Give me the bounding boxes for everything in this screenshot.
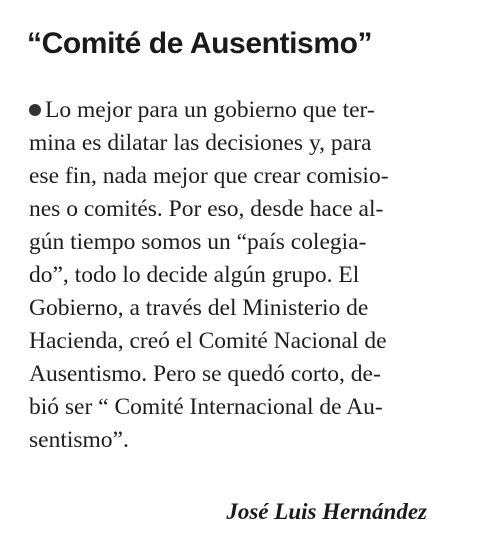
article-headline: “Comité de Ausentismo” [27, 27, 373, 60]
body-line-3: ese fin, nada mejor que crear comisio- [29, 163, 389, 189]
body-line-1 [29, 94, 449, 127]
body-line-4: nes o comités. Por eso, desde hace al- [29, 196, 384, 222]
body-line-6: do”, todo lo decide algún grupo. El [29, 262, 360, 288]
body-line-8: Hacienda, creó el Comité Nacional de [29, 328, 387, 354]
body-line-1-text: Lo mejor para un gobierno que ter- [45, 97, 375, 123]
body-line-2: mina es dilatar las decisiones y, para [29, 130, 372, 156]
bullet-icon [29, 104, 41, 116]
body-line-10: bió ser “ Comité Internacional de Au- [29, 394, 383, 420]
author-signature: José Luis Hernández [226, 499, 427, 524]
body-line-7: Gobierno, a través del Ministerio de [29, 295, 369, 321]
body-line-11: sentismo”. [29, 427, 129, 453]
body-line-9: Ausentismo. Pero se quedó corto, de- [29, 361, 381, 387]
article-body [29, 94, 449, 457]
body-line-5: gún tiempo somos un “país colegia- [29, 229, 367, 255]
